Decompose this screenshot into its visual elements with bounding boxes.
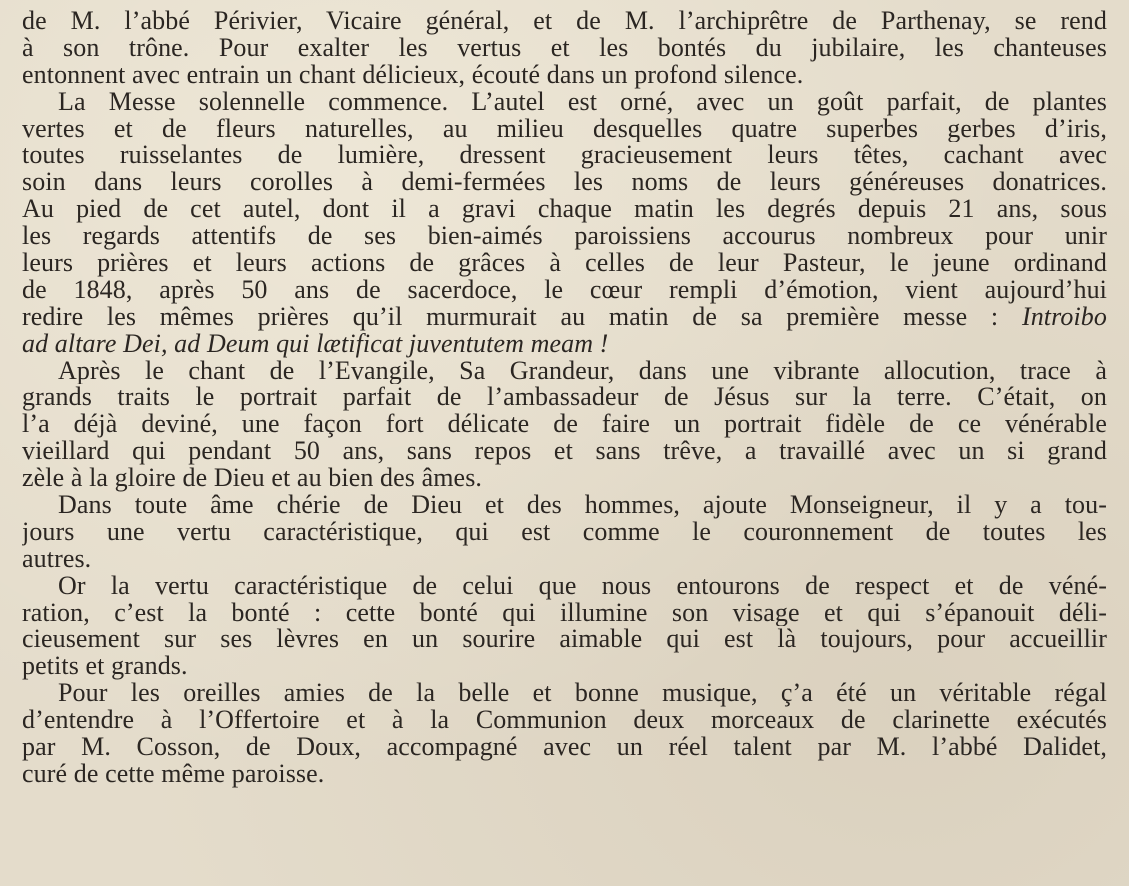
text-line: entonnent avec entrain un chant délicieux, écouté dans un profond silence. [22,61,804,89]
text-line: soin dans leurs corolles à demi-fermées les noms de leurs généreuses donatrices. [22,169,1107,197]
paragraph-gospel-allocution [22,358,1107,492]
text-line: vieillard qui pendant 50 ans, sans repos et sans trêve, a travaillé avec un si grand [22,438,1107,466]
text-line: vertes et de fleurs naturelles, au milieu desquelles quatre superbes gerbes d’iris, [22,115,1107,143]
paragraph-solemn-mass [22,89,1107,358]
text-line: grands traits le portrait parfait de l’ambassadeur de Jésus sur la terre. C’était, on [22,384,1107,412]
text-line: de 1848, après 50 ans de sacerdoce, le cœur rempli d’émotion, vient aujourd’hui [22,276,1107,304]
text-line: Pour les oreilles amies de la belle et bonne musique, ç’a été un véritable régal [58,680,1107,708]
text-line: petits et grands. [22,653,188,681]
text-line: l’a déjà deviné, une façon fort délicate de faire un portrait fidèle de ce vénérable [22,411,1107,439]
text-line: zèle à la gloire de Dieu et au bien des âmes. [22,465,483,493]
text-line: à son trône. Pour exalter les vertus et les bontés du jubilaire, les chanteuses [22,34,1107,62]
paragraph-ceremony-intro [22,8,1107,89]
text-line: Au pied de cet autel, dont il a gravi chaque matin les degrés depuis 21 ans, sous [22,196,1107,224]
text-line: curé de cette même paroisse. [22,760,325,788]
text-line: Dans toute âme chérie de Dieu et des hommes, ajoute Monseigneur, il y a tou- [58,492,1107,519]
paragraph-kindness [22,573,1107,681]
text-line: d’entendre à l’Offertoire et à la Communion deux morceaux de clarinette exécutés [22,707,1107,735]
paragraph-virtue [22,492,1107,573]
text-line: jours une vertu caractéristique, qui est comme le couronnement de toutes les [22,518,1107,546]
text-line: Or la vertu caractéristique de celui que nous entourons de respect et de véné- [58,572,1107,600]
italic-quote-start: Introibo [1021,303,1107,331]
text-line: cieusement sur ses lèvres en un sourire aimable qui est là toujours, pour accueillir [22,626,1107,654]
text-line: autres. [22,545,92,573]
text-line: toutes ruisselantes de lumière, dressent gracieusement leurs têtes, cachant avec [22,142,1107,170]
paragraph-music [22,680,1107,788]
text-line: les regards attentifs de ses bien-aimés paroissiens accourus nombreux pour unir [22,223,1107,251]
text-segment: redire les mêmes prières qu’il murmurait au matin de sa première messe : [22,303,1022,331]
text-line-with-italic-tail [22,304,1107,331]
text-line: de M. l’abbé Périvier, Vicaire général, et de M. l’archiprêtre de Parthenay, se rend [22,8,1107,35]
text-line: La Messe solennelle commence. L’autel est orné, avec un goût parfait, de plantes [58,88,1107,116]
text-line: leurs prières et leurs actions de grâces à celles de leur Pasteur, le jeune ordinand [22,250,1107,277]
italic-quote-line: ad altare Dei, ad Deum qui lætificat juventutem meam ! [22,330,609,358]
text-line: par M. Cosson, de Doux, accompagné avec un réel talent par M. l’abbé Dalidet, [22,734,1107,761]
text-line: ration, c’est la bonté : cette bonté qui illumine son visage et qui s’épanouit déli- [22,599,1107,627]
text-line: Après le chant de l’Evangile, Sa Grandeur, dans une vibrante allocution, trace à [58,357,1107,385]
